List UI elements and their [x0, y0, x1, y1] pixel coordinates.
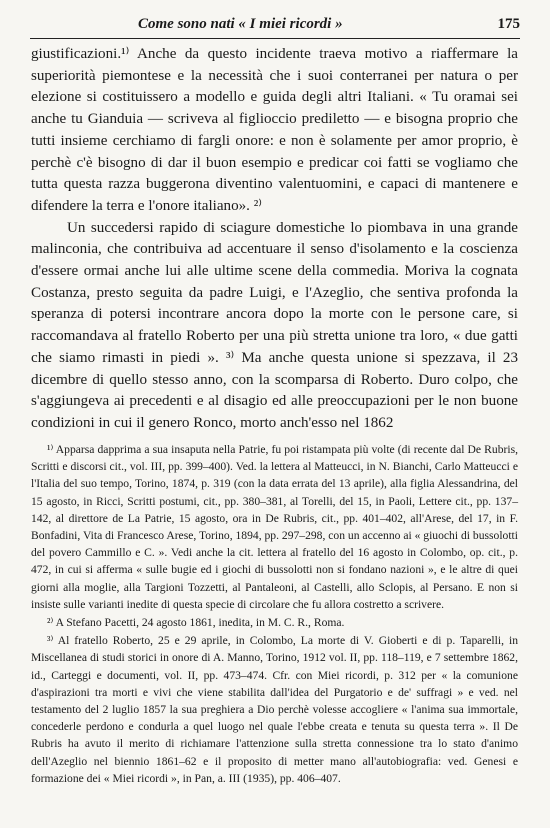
paragraph: giustificazioni.¹⁾ Anche da questo incidente traeva motivo a riaffermare la superiorità piemontese e la necessità che i suoi conterranei per natura o per elezione si costituissero a modello e guida degli altri Italiani. « Tu oramai sei anche tu Gianduia — scriveva al figlioccio prediletto — e bisogna proprio che tutti insieme cerchiamo di fargli onore: e non è solamente per amor proprio, è perchè c'è bisogno di dar il buon esempio e predicar coi fatti se vogliamo che tutta questa razza buggerona diventino valentuomini, e capaci di mantenere e difendere la terra e l'onore italiano». ²⁾ [31, 46, 518, 214]
header-rule [30, 38, 520, 39]
footnotes [31, 441, 518, 788]
footnote: ²⁾ A Stefano Pacetti, 24 agosto 1861, inedita, in M. C. R., Roma. [47, 616, 345, 630]
running-title: Come sono nati « I miei ricordi » [138, 16, 343, 32]
footnote: ³⁾ Al fratello Roberto, 25 e 29 aprile, in Colombo, La morte di V. Gioberti e di p. Taparelli, in Miscellanea di studi storici in onore di A. Manno, Torino, 1912 vol. II, pp. 118–119, e 7 settembre 1862, id., Carteggi e documenti, vol. II, pp. 473–474. Cfr. con Miei ricordi, p. 312 per « la comunione d'aspirazioni tra morti e vivi che viene stabilita dall'idea del Purgatorio e de' suffragi » e ved. nel testamento del 2 luglio 1857 la sua preghiera a Dio perchè volesse accogliere « l'anima sua immortale, concederle perdono e condurla a quel luogo nel quale l'ebbe creata e tenuta su questa terra ». Il De Rubris ha avuto il merito di richiamare l'attenzione sulla stretta connessione tra lo stato d'animo dell'Azeglio nel biennio 1861–62 e il proposito di metter mano all'autobiografia: ved. Genesi e formazione dei « Miei ricordi », in Pan, a. III (1935), pp. 406–407. [31, 634, 518, 785]
footnote: ¹⁾ Apparsa dapprima a sua insaputa nella Patrie, fu poi ristampata più volte (di recente dal De Rubris, Scritti e discorsi cit., vol. III, pp. 399–400). Ved. la lettera al Matteucci, in N. Bianchi, Carlo Matteucci e l'Italia del suo tempo, Torino, 1874, p. 319 (con la data errata del 13 aprile), alla figlia Alessandrina, del 15 agosto, in Ricci, Scritti postumi, cit., pp. 380–381, al Torelli, del 15, in Paoli, Lettere cit., pp. 137–142, al direttore de La Patrie, 15 agosto, ora in De Rubris, cit., pp. 401–402, all'Arese, del 17, in F. Bonfadini, Vita di Francesco Arese, Torino, 1894, pp. 297–298, con un accenno ai « giuochi di bussolotti del povero Cammillo e C. ». Vedi anche la cit. lettera al fratello del 16 agosto in Colombo, op. cit., p. 472, in cui si afferma « sulle bugie ed i giochi di bussolotti non si fondano nazioni », e le altre di quei giorni alla moglie, alla Targioni Tozzetti, al Pantaleoni, al Castelli, allo Sclopis, al Persano. E non si insiste sulle varianti inedite di questa specie di circolare che fu allora costretto a scrivere. [31, 443, 518, 611]
running-header [30, 14, 520, 40]
main-text [31, 44, 518, 435]
page-number: 175 [497, 16, 520, 32]
paragraph: Un succedersi rapido di sciagure domestiche lo piombava in una grande malinconia, che contribuiva ad accentuare il senso d'isolamento e la coscienza d'essere ormai anche lui alle ultime scene della commedia. Moriva la cognata Costanza, presto seguita da padre Luigi, e l'Azeglio, che sentiva profonda la speranza di potersi incontrare ancora dopo la morte con le persone care, si raccomandava al fratello Roberto per una più stretta unione tra loro, « due gatti che siamo rimasti in piedi ». ³⁾ Ma anche questa unione si spezzava, il 23 dicembre di quello stesso anno, con la scomparsa di Roberto. Duro colpo, che s'aggiungeva ai precedenti e al disagio ed alle preoccupazioni per le non buone condizioni in cui il genero Ronco, morto anch'esso nel 1862 [31, 219, 518, 431]
